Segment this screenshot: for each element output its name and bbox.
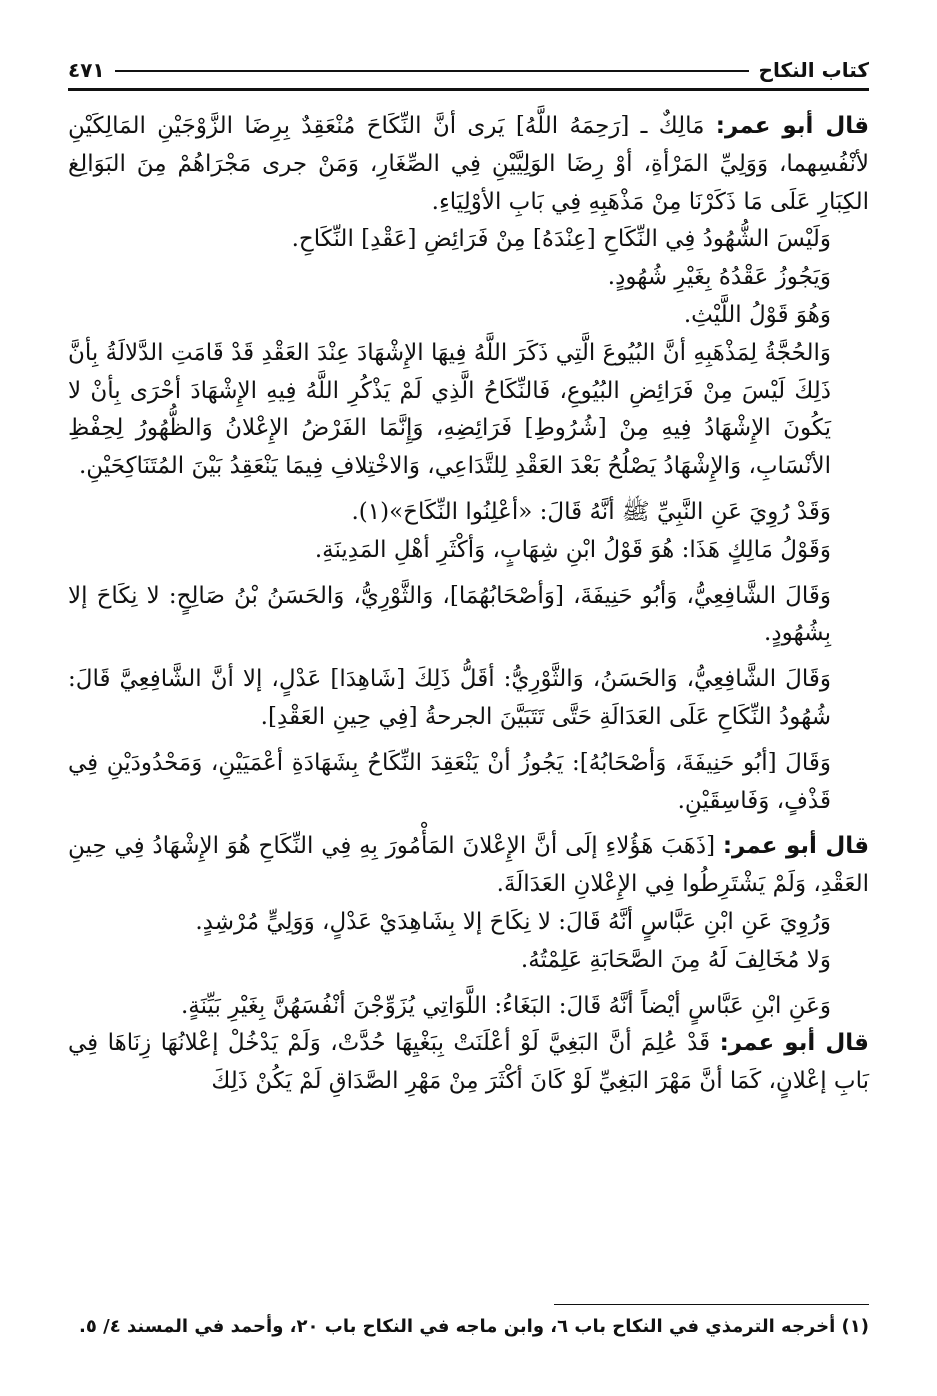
paragraph: وَالحُجَّةُ لِمَذْهَبِهِ أنَّ البُيُوعَ الَّتِي ذَكَرَ اللَّهُ فِيهَا الإِشْهَادَ عِنْدَ العَقْدِ قَدْ قَامَتِ الدَّلالَةُ بِأنَّ ذَلِكَ لَيْسَ مِنْ فَرَائِضِ البُيُوعِ، فَالنِّكَاحُ الَّذِي لَمْ يَذْكُرِ اللَّهُ فِيهِ الإِشْهَادَ أحْرَى بِأنْ لا يَكُونَ الإِشْهَادُ فِيهِ مِنْ [شُرُوطِ] فَرَائِضِهِ، وَإِنَّمَا الفَرْضُ الإِعْلانُ وَالظُّهُورُ لِحِفْظِ الأنْسَابِ، وَالإِشْهَادُ يَصْلُحُ بَعْدَ العَقْدِ لِلتَّدَاعِي، وَالاخْتِلافِ فِيمَا يَنْعَقِدُ بَيْنَ المُتَنَاكِحَيْنِ. <box>68 339 831 480</box>
running-header <box>68 38 869 82</box>
paragraph: وَقَوْلُ مَالِكٍ هَذَا: هُوَ قَوْلُ ابْنِ شِهَابٍ، وَأكْثَرِ أهْلِ المَدِينَةِ. <box>314 536 831 563</box>
paragraph: وَقَدْ رُوِيَ عَنِ النَّبِيِّ ﷺ أنَّهُ قَالَ: «أعْلِنُوا النِّكَاحَ»(١). <box>351 498 831 525</box>
header-line <box>115 70 749 72</box>
speaker-label: قال أبو عمر: <box>715 113 869 139</box>
paragraph: وَقَالَ الشَّافِعِيُّ، وَالحَسَنُ، وَالثَّوْرِيُّ: أقَلُّ ذَلِكَ [شَاهِدَا] عَدْلٍ، إلا أنَّ الشَّافِعِيَّ قَالَ: شُهُودُ النِّكَاحِ عَلَى العَدَالَةِ حَتَّى تَتَبَيَّنَ الجرحةُ [فِي حِينِ العَقْدِ]. <box>68 666 831 730</box>
page-number: ٤٧١ <box>68 58 105 82</box>
speaker-label: قال أبو عمر: <box>719 1030 869 1057</box>
paragraph: وَقَالَ الشَّافِعِيُّ، وَأبُو حَنِيفَةَ، [وَأصْحَابُهُمَا]، وَالثَّوْرِيُّ، وَالحَسَنُ بْنُ صَالِحٍ: لا نِكَاحَ إلا بِشُهُودٍ. <box>68 582 831 647</box>
paragraph: وَيَجُوزُ عَقْدُهُ بِغَيْرِ شُهُودٍ. <box>607 264 831 291</box>
paragraph: وَهُوَ قَوْلُ اللَّيْثِ. <box>683 301 831 328</box>
paragraph: وَلَيْسَ الشُّهُودُ فِي النِّكَاحِ [عِنْدَهُ] مِنْ فَرَائِضِ [عَقْدِ] النِّكَاحِ. <box>291 226 831 253</box>
main-text <box>68 108 869 1101</box>
speaker-label: قال أبو عمر: <box>722 833 870 860</box>
paragraph: قال أبو عمر: [ذَهَبَ هَؤُلاءِ إلَى أنَّ الإِعْلانَ المَأْمُورَ بِهِ فِي النِّكَاحِ هُوَ الإِشْهَادُ فِي حِينِ العَقْدِ، وَلَمْ يَشْتَرِطُوا فِي الإِعْلانِ العَدَالَةَ. <box>68 833 870 898</box>
header-rule <box>68 88 869 91</box>
chapter-title: كتاب النكاح <box>758 58 869 82</box>
paragraph: وَعَنِ ابْنِ عَبَّاسٍ أيْضاً أنَّهُ قَالَ: البَغَاءُ: اللَّوَاتِي يُزَوِّجْنَ أنْفُسَهُنَّ بِغَيْرِ بَيِّنَةٍ. <box>180 992 831 1019</box>
footnote: (١) أخرجه الترمذي في النكاح باب ٦، وابن ماجه في النكاح باب ٢٠، وأحمد في المسند ٤/ ٥. <box>79 1316 869 1337</box>
paragraph: وَلا مُخَالِفَ لَهُ مِنَ الصَّحَابَةِ عَلِمْتُهُ. <box>520 946 831 973</box>
paragraph: قال أبو عمر: مَالِكٌ ـ [رَحِمَهُ اللَّهُ] يَرى أنَّ النِّكَاحَ مُنْعَقِدٌ بِرِضَا الزَّوْجَيْنِ المَالِكَيْنِ لأنْفُسِهما، وَوَلِيِّ المَرْأةِ، أوْ رِضَا الوَلِيَّيْنِ فِي الصِّغَارِ، وَمَنْ جرى مَجْرَاهُمْ مِنَ البَوَالِغ الكِبَارِ عَلَى مَا ذَكَرْنَا مِنْ مَذْهَبِهِ فِي بَابِ الأوْلِيَاءِ. <box>68 113 869 215</box>
paragraph: قال أبو عمر: قَدْ عُلِمَ أنَّ البَغِيَّ لَوْ أعْلَنَتْ بِبَغْيِهَا حُدَّتْ، وَلَمْ يَدْخُلْ إعْلانُهَا زِنَاهَا فِي بَابِ إعْلانٍ، كَمَا أنَّ مَهْرَ البَغِيِّ لَوْ كَانَ أكْثَرَ مِنْ مَهْرِ الصَّدَاقِ لَمْ يَكُنْ ذَلِكَ <box>68 1030 869 1095</box>
paragraph: وَقَالَ [أبُو حَنِيفَةَ، وَأصْحَابُهُ]: يَجُوزُ أنْ يَنْعَقِدَ النِّكَاحُ بِشَهَادَةِ أعْمَيَيْنِ، وَمَحْدُودَيْنِ فِي قَذْفٍ، وَفَاسِقَيْنِ. <box>68 749 831 814</box>
footnote-rule <box>554 1304 869 1305</box>
paragraph: وَرُوِيَ عَنِ ابْنِ عَبَّاسٍ أنَّهُ قَالَ: لا نِكَاحَ إلا بِشَاهِدَيْ عَدْلٍ، وَوَلِيٍّ مُرْشِدٍ. <box>195 908 831 935</box>
